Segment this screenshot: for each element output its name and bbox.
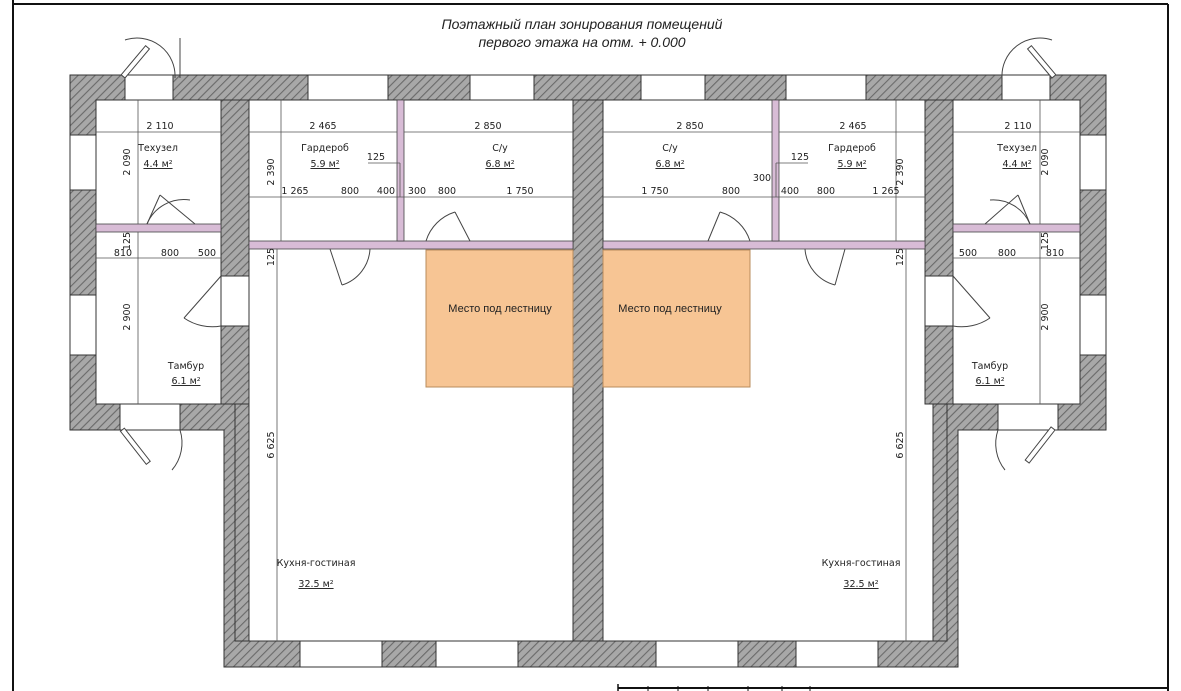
dim-label: 2 900 [1040,303,1051,331]
window [308,75,388,100]
partition [772,100,779,241]
door [805,249,845,285]
dim-label: 800 [340,186,360,197]
room-name-wc-left: С/у [492,143,508,154]
room-area-tech-left: 4.4 м² [143,159,173,170]
stair-label-right: Место под лестницу [618,303,722,315]
door [330,249,370,285]
window [1080,135,1106,190]
window [1002,75,1050,100]
title-block-stub [618,684,1168,691]
dim-label: 125 [266,247,277,267]
dim-label: 800 [160,248,180,259]
dim-label: 2 110 [1004,121,1032,132]
dim-label: 810 [1045,248,1065,259]
window [436,641,518,667]
room-area-kitchen-right: 32.5 м² [843,579,879,590]
dim-label: 800 [721,186,741,197]
room-name-tech-left: Техузел [138,143,178,154]
dim-label: 800 [437,186,457,197]
dim-label: 1 750 [506,186,534,197]
room-area-wardrobe-left: 5.9 м² [310,159,340,170]
dim-label: 2 110 [146,121,174,132]
dim-label: 300 [752,173,772,184]
room-name-vestibule-right: Тамбур [971,361,1009,372]
window [786,75,866,100]
dim-label: 500 [958,248,978,259]
window [125,75,173,100]
window [70,135,96,190]
left-kitchen-wall [235,404,249,641]
partition [953,224,1080,232]
dim-label: 2 390 [895,158,906,186]
left-core-wall [221,100,249,404]
door [1002,38,1056,78]
window [470,75,534,100]
dim-label: 125 [366,152,386,163]
door [708,212,750,241]
dim-label: 300 [407,186,427,197]
room-area-wardrobe-right: 5.9 м² [837,159,867,170]
room-name-kitchen-right: Кухня-гостиная [821,558,901,569]
stair-zone-left [426,250,573,387]
plan-title-line-2: первого этажа на отм. + 0.000 [478,34,686,50]
door [120,428,182,470]
dim-label: 2 465 [839,121,867,132]
window [1080,295,1106,355]
door [426,212,470,241]
door-opening [221,276,249,326]
dim-label: 125 [895,247,906,267]
dim-label: 6 625 [266,431,277,459]
dim-label: 125 [790,152,810,163]
door-opening [925,276,953,326]
plan-title-line-1: Поэтажный план зонирования помещений [441,16,723,32]
dim-label: 1 265 [281,186,309,197]
dim-label: 2 090 [1040,148,1051,176]
door-opening [998,404,1058,430]
dim-label: 810 [113,248,133,259]
room-area-wc-right: 6.8 м² [655,159,685,170]
dim-label: 1 750 [641,186,669,197]
partition [96,224,221,232]
partition [603,241,925,249]
window [70,295,96,355]
stair-label-left: Место под лестницу [448,303,552,315]
window [641,75,705,100]
dim-label: 2 900 [122,303,133,331]
partition [397,100,404,241]
dim-label: 400 [376,186,396,197]
door [996,427,1055,470]
door [121,38,175,78]
dim-label: 1 265 [872,186,900,197]
outer-walls [70,75,1106,667]
dim-label: 125 [1040,231,1051,251]
dim-label: 6 625 [895,431,906,459]
dim-label: 800 [816,186,836,197]
room-area-vestibule-left: 6.1 м² [171,376,201,387]
room-name-wc-right: С/у [662,143,678,154]
door [985,195,1030,224]
room-area-kitchen-left: 32.5 м² [298,579,334,590]
window [656,641,738,667]
door [184,276,221,327]
door-opening [120,404,180,430]
right-kitchen-wall [933,404,947,641]
room-area-wc-left: 6.8 м² [485,159,515,170]
window [300,641,382,667]
room-name-wardrobe-right: Гардероб [828,143,876,154]
room-name-wardrobe-left: Гардероб [301,143,349,154]
dim-label: 2 850 [676,121,704,132]
dim-label: 500 [197,248,217,259]
dim-label: 125 [122,231,133,251]
party-wall [573,100,603,641]
dim-label: 800 [997,248,1017,259]
window [796,641,878,667]
room-name-vestibule-left: Тамбур [167,361,205,372]
right-core-wall [925,100,953,404]
room-name-kitchen-left: Кухня-гостиная [276,558,356,569]
dim-label: 400 [780,186,800,197]
stair-zone-right [603,250,750,387]
dim-label: 2 465 [309,121,337,132]
door [147,195,195,224]
room-area-tech-right: 4.4 м² [1002,159,1032,170]
partition [249,241,573,249]
dim-label: 2 850 [474,121,502,132]
dim-label: 2 390 [266,158,277,186]
door [953,276,990,327]
room-name-tech-right: Техузел [997,143,1037,154]
dim-label: 2 090 [122,148,133,176]
room-area-vestibule-right: 6.1 м² [975,376,1005,387]
